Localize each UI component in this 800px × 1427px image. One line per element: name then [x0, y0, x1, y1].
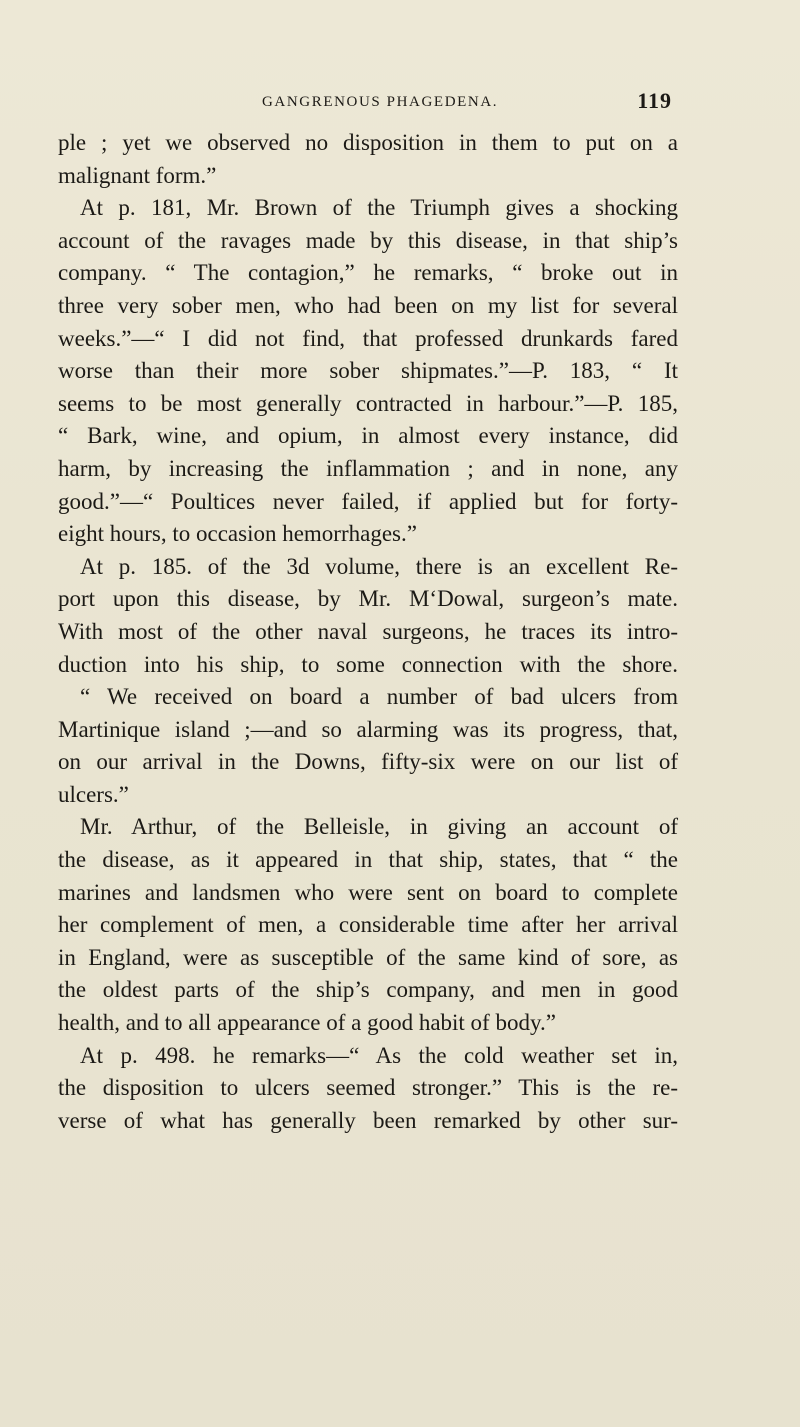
text-line: health, and to all appearance of a good habit of body.” [58, 1010, 556, 1036]
running-header [262, 88, 672, 122]
text-line: in England, were as susceptible of the same kind of sore, as [58, 944, 678, 970]
text-line: her complement of men, a considerable time after her arrival [58, 912, 678, 938]
text-line: eight hours, to occasion hemorrhages.” [58, 521, 417, 547]
text-line: At p. 498. he remarks—“ As the cold weather set in, [80, 1042, 678, 1068]
text-line: the disposition to ulcers seemed stronger.” This is the re- [58, 1075, 678, 1101]
text-line: the oldest parts of the ship’s company, and men in good [58, 977, 678, 1003]
text-line: At p. 185. of the 3d volume, there is an excellent Re- [80, 553, 678, 579]
text-line: worse than their more sober shipmates.”—P. 183, “ It [58, 358, 678, 384]
text-line: ple ; yet we observed no disposition in them to put on a [58, 130, 678, 155]
text-line: three very sober men, who had been on my list for several [58, 292, 678, 318]
running-title: GANGRENOUS PHAGEDENA. [262, 94, 499, 110]
text-line: company. “ The contagion,” he remarks, “ broke out in [58, 260, 678, 286]
text-line: harm, by increasing the inflammation ; and in none, any [58, 455, 678, 481]
text-line: Martinique island ;—and so alarming was its progress, that, [58, 716, 678, 742]
text-line: marines and landsmen who were sent on board to complete [58, 879, 678, 905]
text-line: ulcers.” [58, 781, 129, 807]
text-line: At p. 181, Mr. Brown of the Triumph gives a shocking [80, 195, 678, 221]
text-line: port upon this disease, by Mr. M‘Dowal, surgeon’s mate. [58, 586, 678, 612]
text-line: “ We received on board a number of bad ulcers from [80, 684, 678, 710]
page-number: 119 [637, 88, 672, 113]
text-line: good.”—“ Poultices never failed, if applied but for forty- [58, 488, 678, 514]
text-line: seems to be most generally contracted in harbour.”—P. 185, [58, 390, 678, 416]
text-line: account of the ravages made by this disease, in that ship’s [58, 227, 678, 253]
text-line: weeks.”—“ I did not find, that professed drunkards fared [58, 325, 678, 351]
text-line: duction into his ship, to some connection with the shore. [58, 651, 678, 677]
text-line: malignant form.” [58, 162, 217, 188]
text-line: verse of what has generally been remarked by other sur- [58, 1107, 678, 1133]
body-text [58, 127, 678, 1137]
text-line: the disease, as it appeared in that ship, states, that “ the [58, 847, 678, 873]
text-line: Mr. Arthur, of the Belleisle, in giving an account of [80, 814, 678, 840]
text-line: on our arrival in the Downs, fifty-six were on our list of [58, 749, 678, 775]
text-line: “ Bark, wine, and opium, in almost every instance, did [58, 423, 678, 449]
text-line: With most of the other naval surgeons, he traces its intro- [58, 618, 678, 644]
